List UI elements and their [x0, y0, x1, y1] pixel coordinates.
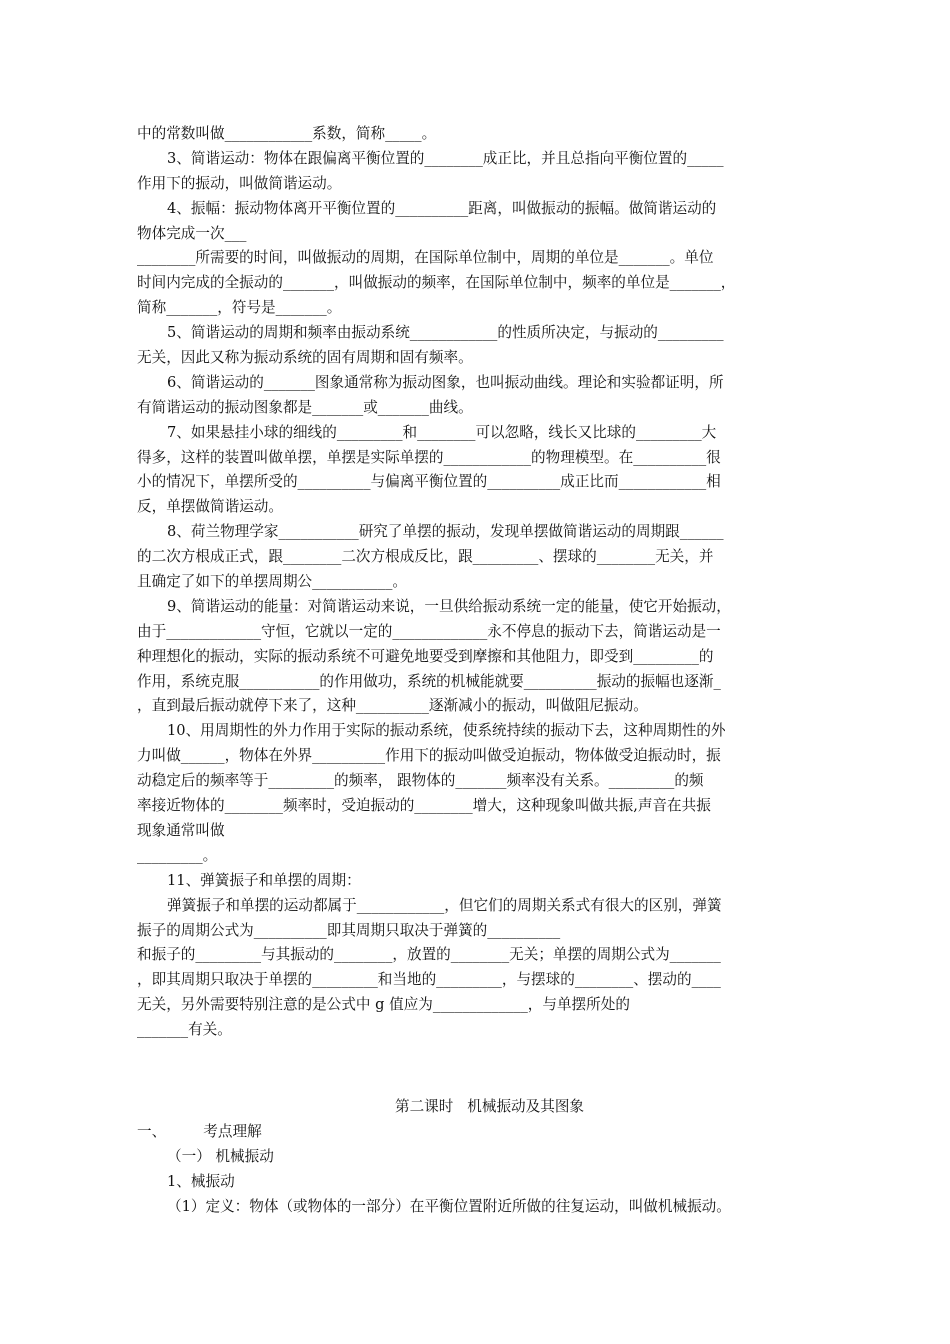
text-line: 的二次方根成正式，跟________二次方根成反比，跟_________、摆球的________无关，并 — [137, 548, 714, 566]
section-heading: 一、 考点理解 — [137, 1122, 262, 1140]
text-line: 4、振幅：振动物体离开平衡位置的__________距离，叫做振动的振幅。做简谐运动的 — [167, 199, 717, 217]
text-line: _________。 — [137, 846, 218, 864]
text-line: 作用下的振动，叫做简谐运动。 — [137, 174, 342, 192]
question-lines — [137, 122, 812, 1043]
text-line: 弹簧振子和单摆的运动都属于____________，但它们的周期关系式有很大的区别，弹簧 — [167, 896, 722, 914]
text-line: 反，单摆做简谐运动。 — [137, 498, 283, 516]
text-line: 简称_______，符号是_______。 — [137, 299, 342, 317]
text-line: 和振子的_________与其振动的________，放置的________无关；单摆的周期公式为_______ — [137, 946, 721, 964]
text-line: 无关，因此又称为振动系统的固有周期和固有频率。 — [137, 349, 473, 367]
text-line: 由于_____________守恒，它就以一定的_____________永不停息的振动下去，简谐运动是一 — [137, 622, 721, 640]
text-line: 振子的周期公式为__________即其周期只取决于弹簧的__________ — [137, 921, 561, 939]
text-line: 动稳定后的频率等于_________的频率， 跟物体的_______频率没有关系。_________的频 — [137, 772, 704, 790]
text-line: 时间内完成的全振动的_______，叫做振动的频率，在国际单位制中，频率的单位是_______， — [137, 274, 736, 292]
text-line: 种理想化的振动，实际的振动系统不可避免地要受到摩擦和其他阻力，即受到_________的 — [137, 647, 714, 665]
text-line: ________所需要的时间，叫做振动的周期，在国际单位制中，周期的单位是_______。单位 — [137, 249, 714, 267]
text-line: 小的情况下，单摆所受的__________与偏离平衡位置的__________成正比而____________相 — [137, 473, 721, 491]
text-line: 率接近物体的________频率时，受迫振动的________增大，这种现象叫做共振,声音在共振 — [137, 797, 711, 815]
text-line: 现象通常叫做 — [137, 821, 225, 839]
text-line: ，即其周期只取决于单摆的_________和当地的_________，与摆球的________、摆动的____ — [137, 971, 721, 989]
text-line: 11、弹簧振子和单摆的周期： — [167, 871, 361, 889]
text-line: 5、简谐运动的周期和频率由振动系统____________的性质所决定，与振动的_________ — [167, 324, 724, 342]
text-line: 无关，另外需要特别注意的是公式中 g 值应为_____________，与单摆所处的 — [137, 996, 630, 1014]
text-line: 得多，这样的装置叫做单摆，单摆是实际单摆的____________的物理模型。在__________很 — [137, 448, 721, 466]
text-line: 力叫做______，物体在外界__________作用下的振动叫做受迫振动，物体做受迫振动时，振 — [137, 747, 721, 765]
section-gap — [137, 1043, 812, 1095]
definition-paragraph: （1）定义：物体（或物体的一部分）在平衡位置附近所做的往复运动，叫做机械振动。 — [167, 1197, 731, 1215]
lesson-title: 第二课时 机械振动及其图象 — [394, 1097, 585, 1115]
topic-heading: 1、械振动 — [167, 1172, 235, 1190]
text-line: 且确定了如下的单摆周期公___________。 — [137, 573, 407, 591]
text-line: 10、用周期性的外力作用于实际的振动系统，使系统持续的振动下去，这种周期性的外 — [167, 722, 726, 740]
subsection-heading: （一） 机械振动 — [167, 1147, 274, 1165]
text-line: 作用，系统克服___________的作用做功，系统的机械能就要__________振动的振幅也逐渐_ — [137, 672, 721, 690]
text-line: 中的常数叫做____________系数，简称_____。 — [137, 125, 437, 142]
text-line: _______有关。 — [137, 1021, 232, 1039]
text-line: 6、简谐运动的_______图象通常称为振动图象，也叫振动曲线。理论和实验都证明，所 — [167, 373, 724, 391]
text-line: 8、荷兰物理学家___________研究了单摆的振动，发现单摆做简谐运动的周期跟______ — [167, 523, 724, 541]
text-line: ，直到最后振动就停下来了，这种__________逐渐减小的振动，叫做阻尼振动。 — [137, 697, 648, 715]
text-line: 7、如果悬挂小球的细线的_________和________可以忽略，线长又比球的_________大 — [167, 423, 717, 441]
text-line: 物体完成一次___ — [137, 224, 247, 242]
text-line: 3、简谐运动：物体在跟偏离平衡位置的________成正比，并且总指向平衡位置的_____ — [167, 149, 724, 167]
text-line: 9、简谐运动的能量：对简谐运动来说，一旦供给振动系统一定的能量，使它开始振动， — [167, 597, 731, 615]
document-page — [137, 122, 812, 1219]
text-line: 有简谐运动的振动图象都是_______或_______曲线。 — [137, 398, 473, 416]
